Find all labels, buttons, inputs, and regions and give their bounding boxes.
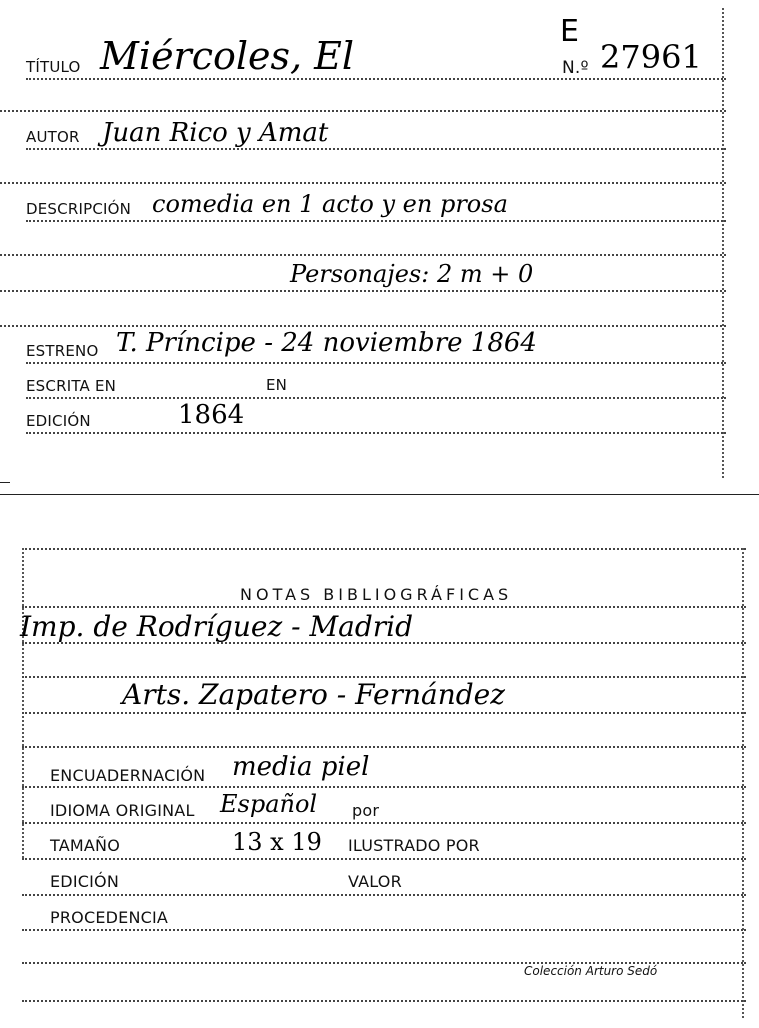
encuadernacion-label: ENCUADERNACIÓN bbox=[50, 766, 206, 785]
rule-line bbox=[22, 606, 746, 608]
valor-label: VALOR bbox=[348, 872, 402, 891]
estreno-value: T. Príncipe - 24 noviembre 1864 bbox=[116, 328, 537, 358]
top-left-tick bbox=[0, 482, 10, 483]
descripcion-value: comedia en 1 acto y en prosa bbox=[152, 190, 508, 218]
estreno-label: ESTRENO bbox=[26, 342, 99, 360]
rule-line bbox=[0, 182, 726, 184]
personajes-line bbox=[0, 290, 726, 292]
rule-line bbox=[22, 712, 746, 714]
number-label: N.º bbox=[562, 58, 589, 78]
number-value: 27961 bbox=[600, 38, 702, 76]
idioma-label: IDIOMA ORIGINAL bbox=[50, 801, 195, 820]
rule-line bbox=[22, 746, 746, 748]
bottom-card-left-border bbox=[22, 548, 24, 858]
note-line-1: Imp. de Rodríguez - Madrid bbox=[20, 610, 414, 643]
titulo-value: Miércoles, El bbox=[100, 34, 355, 78]
escrita-line bbox=[26, 397, 726, 399]
descripcion-line bbox=[26, 220, 726, 222]
autor-line bbox=[26, 148, 726, 150]
corner-mark: E bbox=[560, 14, 579, 49]
edicion-line bbox=[26, 432, 726, 434]
rule-line bbox=[22, 1000, 746, 1002]
rule-line bbox=[22, 858, 746, 860]
tamano-value: 13 x 19 bbox=[232, 828, 322, 856]
tamano-label: TAMAÑO bbox=[50, 836, 120, 855]
edicion-label: EDICIÓN bbox=[26, 412, 91, 430]
rule-line bbox=[22, 642, 746, 644]
personajes-value: Personajes: 2 m + 0 bbox=[290, 260, 534, 288]
por-label: por bbox=[352, 801, 380, 820]
card-separator bbox=[0, 494, 759, 495]
encuadernacion-value: media piel bbox=[232, 752, 370, 782]
estreno-line bbox=[26, 362, 726, 364]
titulo-label: TÍTULO bbox=[26, 58, 81, 76]
autor-value: Juan Rico y Amat bbox=[102, 118, 329, 148]
rule-line bbox=[0, 254, 726, 256]
bottom-card-right-border bbox=[742, 548, 744, 1018]
collection-label: Colección Arturo Sedó bbox=[524, 964, 658, 978]
autor-label: AUTOR bbox=[26, 128, 80, 146]
rule-line bbox=[22, 822, 746, 824]
idioma-value: Español bbox=[220, 790, 318, 818]
bottom-card-top-border bbox=[22, 548, 746, 550]
procedencia-label: PROCEDENCIA bbox=[50, 908, 169, 927]
rule-line bbox=[22, 786, 746, 788]
note-line-2: Arts. Zapatero - Fernández bbox=[122, 678, 505, 711]
rule-line bbox=[22, 894, 746, 896]
escrita-label: ESCRITA EN bbox=[26, 377, 117, 395]
notas-title: NOTAS BIBLIOGRÁFICAS bbox=[240, 585, 513, 604]
edicion-label-bottom: EDICIÓN bbox=[50, 872, 120, 891]
rule-line bbox=[0, 325, 726, 327]
titulo-line bbox=[26, 78, 726, 80]
descripcion-label: DESCRIPCIÓN bbox=[26, 200, 132, 218]
en-label: EN bbox=[266, 376, 288, 394]
edicion-value: 1864 bbox=[178, 400, 245, 430]
ilustrado-label: ILUSTRADO POR bbox=[348, 836, 480, 855]
rule-line bbox=[0, 110, 726, 112]
rule-line bbox=[22, 929, 746, 931]
